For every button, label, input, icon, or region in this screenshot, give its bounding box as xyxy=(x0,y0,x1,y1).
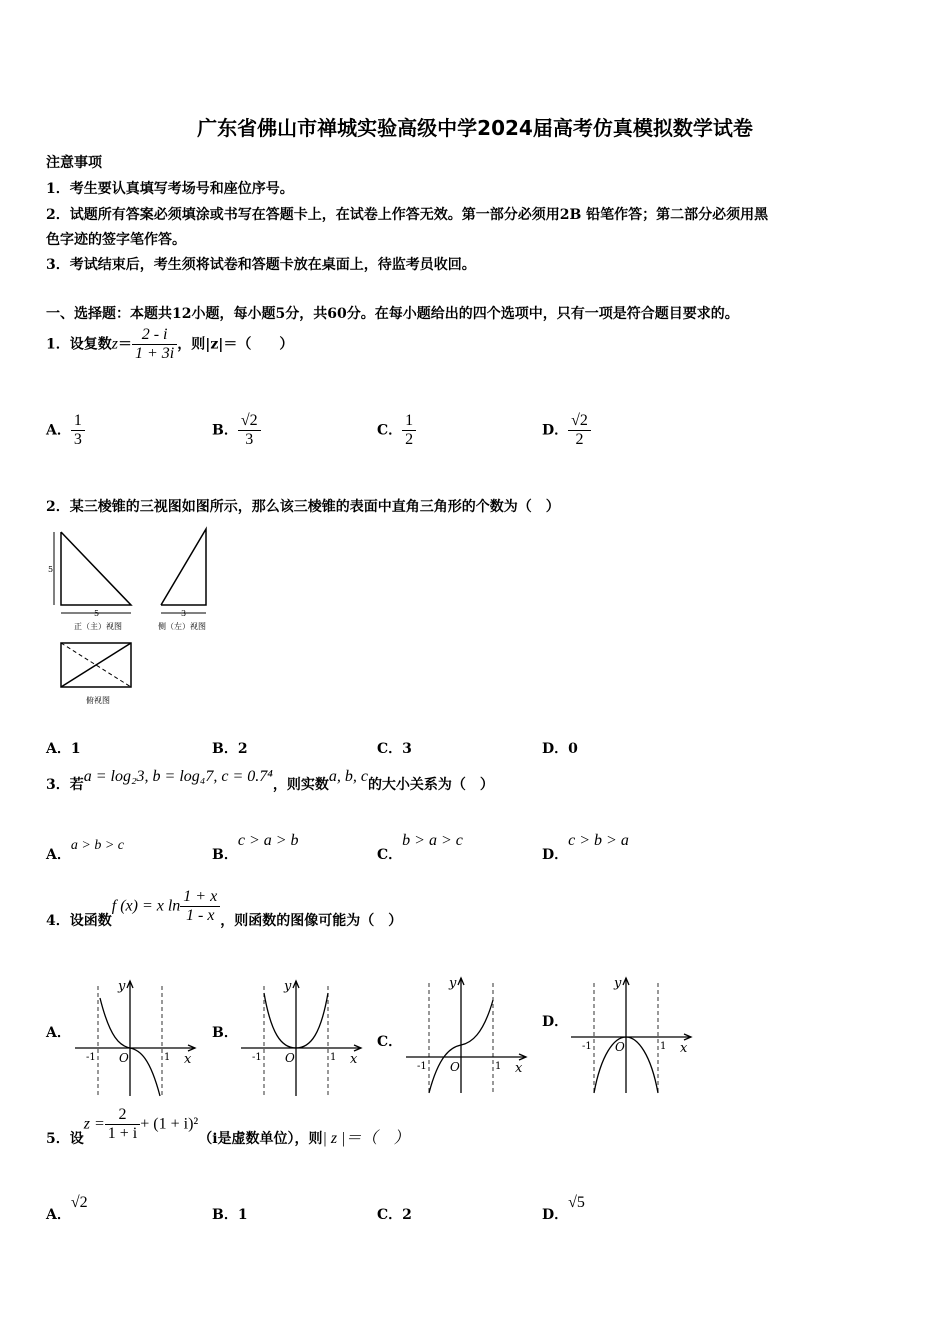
option-value: 1 xyxy=(237,1207,248,1223)
q4-den: 1 - x xyxy=(186,907,215,924)
question-4 xyxy=(46,888,403,929)
option-label: B． xyxy=(212,422,238,439)
option-den: 2 xyxy=(405,431,414,448)
side-caption: 侧（左）视图 xyxy=(158,622,206,631)
q2-option-b[interactable] xyxy=(212,738,248,758)
front-view-triangle xyxy=(61,532,131,605)
question-5 xyxy=(46,1106,410,1147)
option-label: D． xyxy=(542,1014,569,1030)
origin-label: O xyxy=(450,1060,460,1074)
option-label: B． xyxy=(212,741,238,757)
option-label: C． xyxy=(377,1034,403,1050)
origin-label: O xyxy=(119,1051,129,1065)
side-view-triangle xyxy=(161,529,206,605)
q1-var: z xyxy=(111,335,118,353)
option-num: √2 xyxy=(238,412,261,431)
x-label: x xyxy=(184,1052,192,1067)
x-label: x xyxy=(350,1052,358,1067)
option-num: 1 xyxy=(71,412,85,431)
option-value: 2 xyxy=(237,741,248,757)
notice-item: 色字迹的签字笔作答。 xyxy=(46,232,186,248)
option-value: √2 xyxy=(70,1194,88,1211)
q5-option-a[interactable] xyxy=(46,1192,88,1223)
function-graph xyxy=(236,978,366,1103)
y-label: y xyxy=(614,976,622,991)
function-graph xyxy=(401,975,531,1100)
question-2: 2．某三棱锥的三视图如图所示，那么该三棱锥的表面中直角三角形的个数为（ ） xyxy=(46,499,560,515)
one-label: 1 xyxy=(330,1052,337,1063)
notice-item: 3．考试结束后，考生须将试卷和答题卡放在桌面上，待监考员收回。 xyxy=(46,257,476,273)
front-caption: 正（主）视图 xyxy=(74,622,122,631)
option-label: C． xyxy=(377,1207,403,1223)
neg-one-label: -1 xyxy=(86,1052,96,1063)
option-label: C． xyxy=(377,847,403,863)
notice-item: 2．试题所有答案必须填涂或书写在答题卡上，在试卷上作答无效。第一部分必须用2B 铅笔作答；第二部分必须用黑 xyxy=(46,207,769,223)
y-label: y xyxy=(449,976,457,991)
q4-prefix: 4．设函数 xyxy=(46,912,112,929)
q5-num: 2 xyxy=(105,1106,140,1125)
option-label: A． xyxy=(46,1025,71,1041)
q3-mid: ，则实数 xyxy=(272,777,329,793)
three-view-figure xyxy=(46,525,226,710)
y-label: y xyxy=(118,979,126,994)
q5-option-b[interactable] xyxy=(212,1204,248,1224)
option-label: B． xyxy=(212,847,238,863)
option-value: b > a > c xyxy=(402,832,463,849)
function-graph xyxy=(70,978,200,1103)
option-value: 0 xyxy=(568,741,578,757)
q3-prefix: 3．若 xyxy=(46,777,84,793)
q1-fraction xyxy=(132,326,177,363)
q5-z: z = xyxy=(83,1115,105,1133)
one-label: 1 xyxy=(660,1041,667,1052)
section-heading: 一、选择题：本题共12小题，每小题5分，共60分。在每小题给出的四个选项中，只有一项是符合题目要求的。 xyxy=(46,306,739,322)
q1-option-a[interactable] xyxy=(46,412,85,449)
q3-option-d[interactable] xyxy=(542,830,629,863)
q5-note: （i是虚数单位），则 xyxy=(198,1130,323,1147)
q3-vars: a, b, c xyxy=(328,768,368,785)
q3-expr: a = log₂3, b = log₄7, c = 0.7⁴ xyxy=(83,768,273,785)
option-value: 2 xyxy=(402,1207,412,1223)
q3-suffix: 的大小关系为（ ） xyxy=(367,777,494,793)
q2-option-d[interactable] xyxy=(542,738,578,758)
notice-item: 1．考生要认真填写考场号和座位序号。 xyxy=(46,181,294,197)
q5-prefix: 5．设 xyxy=(46,1130,84,1147)
question-1 xyxy=(46,326,293,363)
option-label: D． xyxy=(542,1207,569,1223)
q5-den: 1 + i xyxy=(107,1125,138,1142)
q4-suffix: ，则函数的图像可能为（ ） xyxy=(220,912,403,929)
top-caption: 俯视图 xyxy=(86,696,110,705)
x-label: x xyxy=(680,1041,688,1056)
q1-num: 2 - i xyxy=(132,326,177,345)
q5-option-c[interactable] xyxy=(377,1204,412,1224)
q3-option-c[interactable] xyxy=(377,830,463,863)
option-label: C． xyxy=(377,741,403,757)
option-label: A． xyxy=(46,741,71,757)
q2-option-c[interactable] xyxy=(377,738,412,758)
neg-one-label: -1 xyxy=(417,1061,427,1072)
q1-option-d[interactable] xyxy=(542,412,591,449)
origin-label: O xyxy=(285,1051,295,1065)
q1-eq: ＝ xyxy=(117,336,132,353)
q4-fx: f (x) = x ln xyxy=(111,897,181,915)
front-height-label: 5 xyxy=(48,565,54,574)
option-label: B． xyxy=(212,1025,238,1041)
option-label: D． xyxy=(542,847,569,863)
q1-option-b[interactable] xyxy=(212,412,261,449)
q5-rest: + (1 + i)² xyxy=(140,1115,199,1133)
q5-abs: | z |＝（ ） xyxy=(322,1129,410,1147)
q1-suffix: ，则|z|＝（ ） xyxy=(177,336,294,353)
notice-heading: 注意事项 xyxy=(46,155,102,171)
option-num: 1 xyxy=(402,412,416,431)
option-value: a > b > c xyxy=(70,838,124,853)
q3-option-b[interactable] xyxy=(212,830,299,863)
one-label: 1 xyxy=(164,1052,171,1063)
q1-den: 1 + 3i xyxy=(134,345,175,362)
q5-option-d[interactable] xyxy=(542,1192,585,1223)
option-den: 3 xyxy=(245,431,254,448)
option-value: c > b > a xyxy=(568,832,629,849)
question-3 xyxy=(46,768,494,794)
option-label: A． xyxy=(46,1207,71,1223)
y-label: y xyxy=(284,979,292,994)
option-value: c > a > b xyxy=(237,832,299,849)
page-title: 广东省佛山市禅城实验高级中学2024届高考仿真模拟数学试卷 xyxy=(197,116,753,140)
q1-option-c[interactable] xyxy=(377,412,416,449)
q3-option-a[interactable] xyxy=(46,834,124,863)
neg-one-label: -1 xyxy=(252,1052,262,1063)
q4-num: 1 + x xyxy=(180,888,220,907)
option-label: A． xyxy=(46,422,71,439)
option-value: 3 xyxy=(402,741,412,757)
origin-label: O xyxy=(615,1040,625,1054)
x-label: x xyxy=(515,1061,523,1076)
option-label: D． xyxy=(542,741,569,757)
side-width-label: 3 xyxy=(181,609,187,618)
option-value: 1 xyxy=(70,741,81,757)
q1-prefix: 1．设复数 xyxy=(46,336,112,353)
option-den: 2 xyxy=(575,431,584,448)
option-den: 3 xyxy=(73,431,82,448)
neg-one-label: -1 xyxy=(582,1041,592,1052)
option-value: √5 xyxy=(568,1194,585,1211)
front-width-label: 5 xyxy=(94,609,100,618)
option-label: C． xyxy=(377,422,403,439)
q2-option-a[interactable] xyxy=(46,738,81,758)
function-graph xyxy=(566,975,696,1100)
option-label: B． xyxy=(212,1207,238,1223)
option-label: D． xyxy=(542,422,569,439)
one-label: 1 xyxy=(495,1061,502,1072)
option-num: √2 xyxy=(568,412,591,431)
option-label: A． xyxy=(46,847,71,863)
